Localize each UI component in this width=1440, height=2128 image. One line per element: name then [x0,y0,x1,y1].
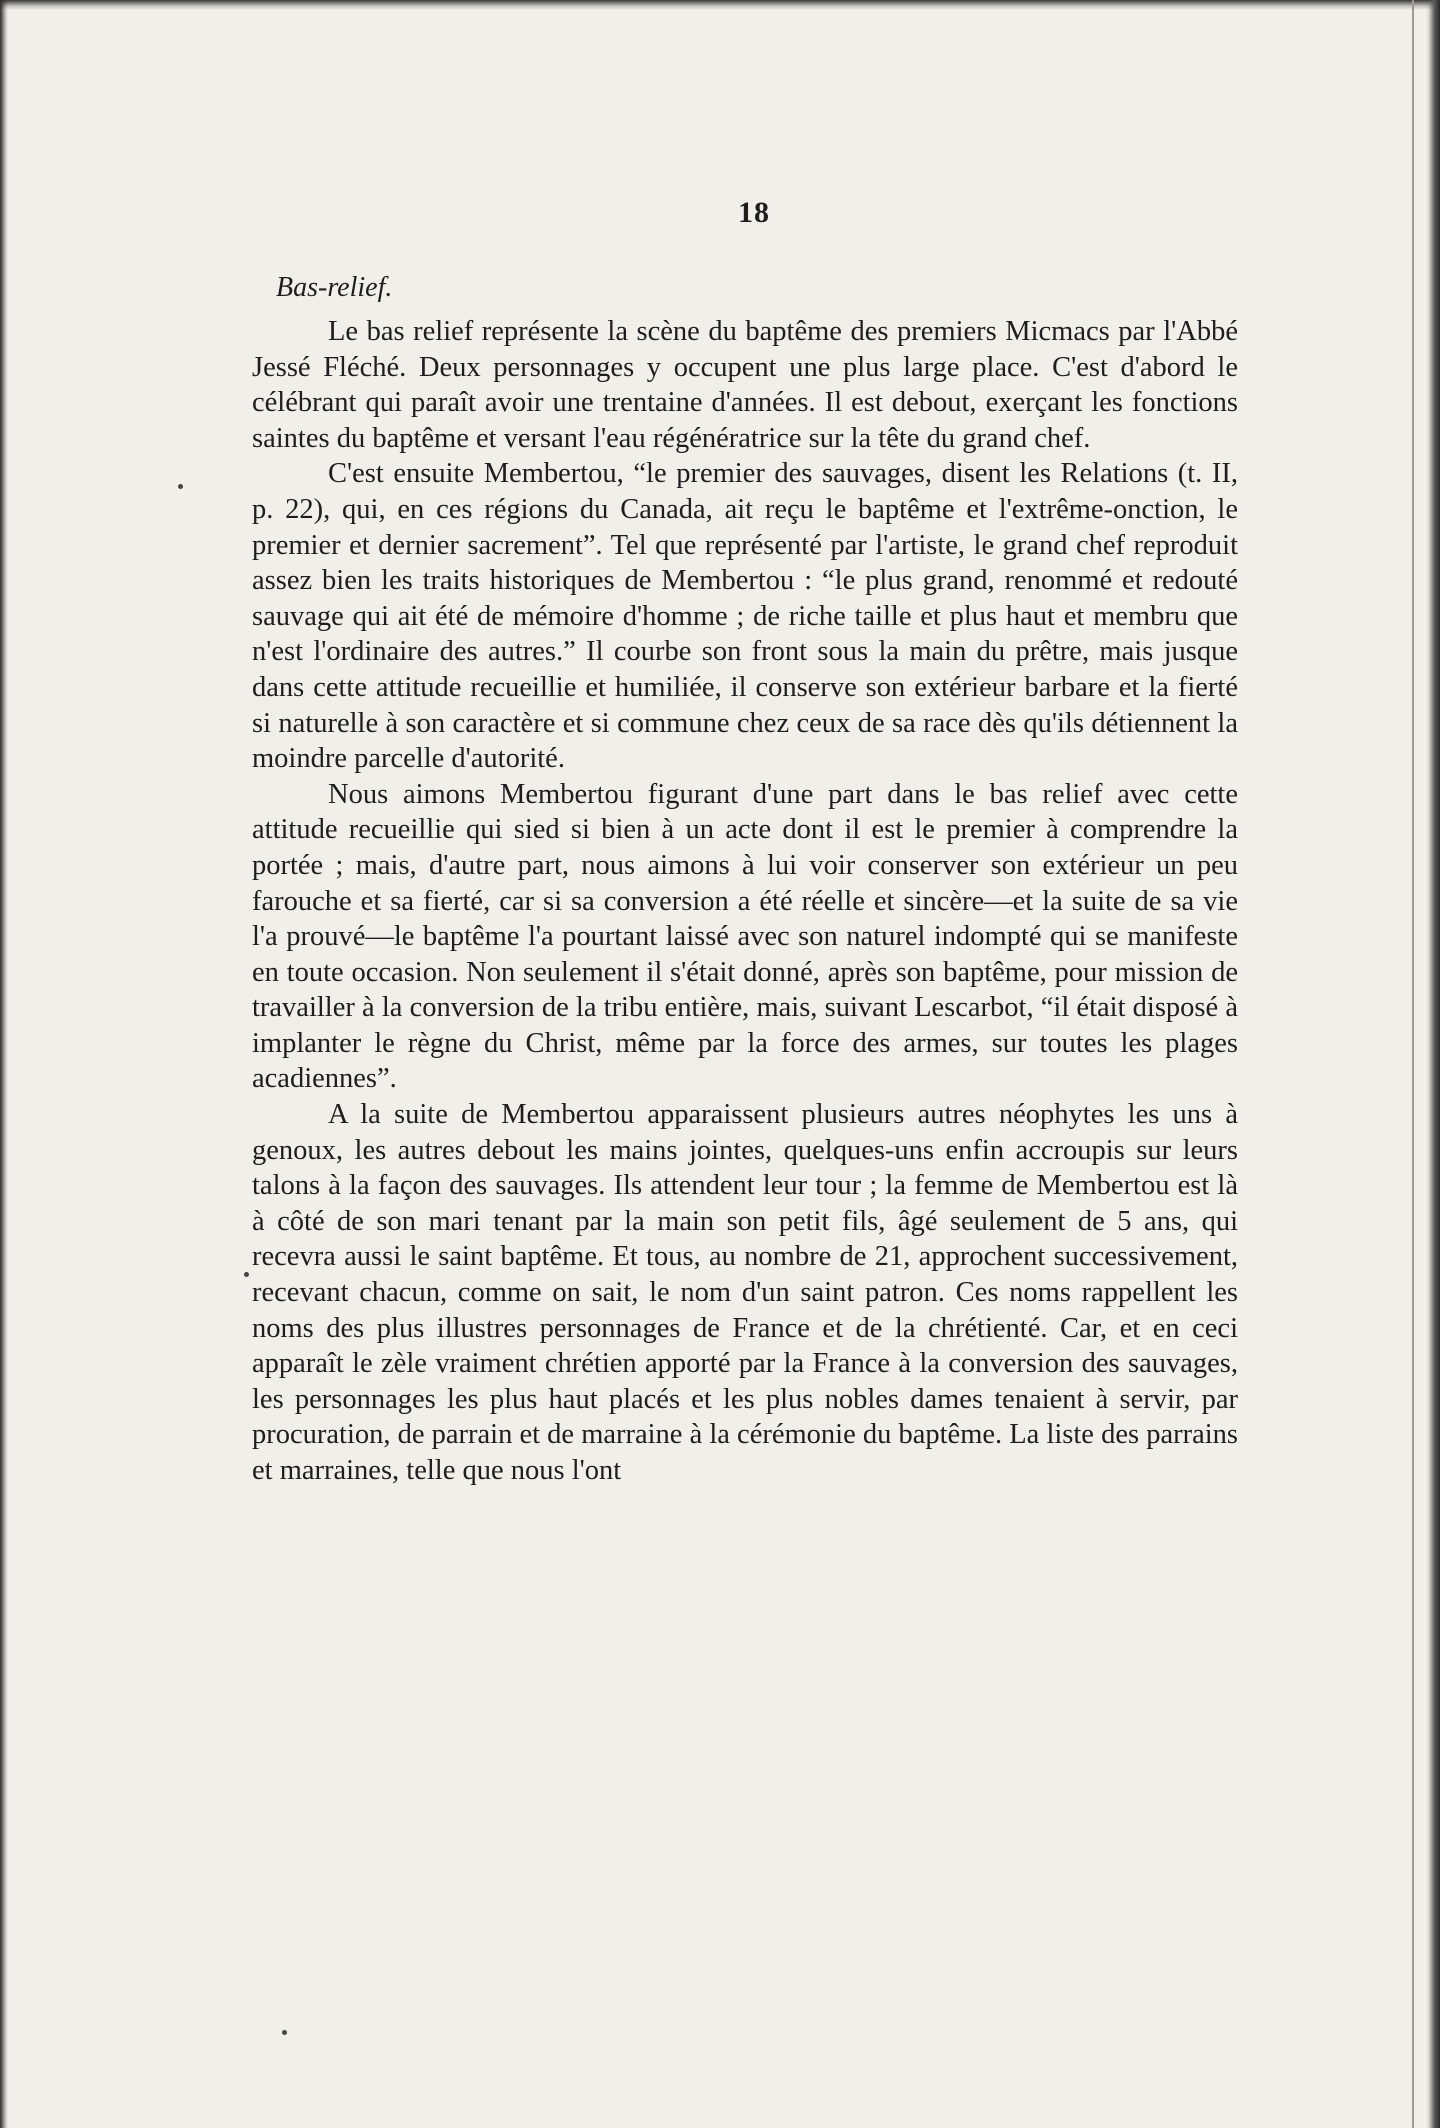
page-left-shadow [0,0,8,2128]
text-column [252,196,1238,1489]
page-number: 18 [738,196,770,229]
print-speck [178,484,183,489]
page-right-shadow [1426,0,1440,2128]
page-fold-line [1412,0,1414,2128]
paragraph-1: Le bas relief représente la scène du baptême des premiers Micmacs par l'Abbé Jessé Fléché. Deux personnages y occupent une plus large place. C'est d'abord le célébrant qui paraît avoir une trentaine d'années. Il est debout, exerçant les fonctions saintes du baptême et versant l'eau régénératrice sur la tête du grand chef. [252,316,1238,454]
paragraph-3: Nous aimons Membertou figurant d'une part dans le bas relief avec cette attitude recueillie qui sied si bien à un acte dont il est le premier à comprendre la portée ; mais, d'autre part, nous aimons à lui voir conserver son extérieur un peu farouche et sa fierté, car si sa conversion a été réelle et sincère—et la suite de sa vie l'a prouvé—le baptême l'a pourtant laissé avec son naturel indompté qui se manifeste en toute occasion. Non seulement il s'était donné, après son baptême, pour mission de travailler à la conversion de la tribu entière, mais, suivant Lescarbot, “il était disposé à implanter le règne du Christ, même par la force des armes, sur toutes les plages acadiennes”. [252,778,1238,1095]
paragraph-2: C'est ensuite Membertou, “le premier des sauvages, disent les Relations (t. II, p. 22), qui, en ces régions du Canada, ait reçu le baptême et l'extrême-onction, le premier et dernier sacrement”. Tel que représenté par l'artiste, le grand chef reproduit assez bien les traits historiques de Membertou : “le plus grand, renommé et redouté sauvage qui ait été de mémoire d'homme ; de riche taille et plus haut et membru que n'est l'ordinaire des autres.” Il courbe son front sous la main du prêtre, mais jusque dans cette attitude recueillie et humiliée, il conserve son extérieur barbare et la fierté si naturelle à son caractère et si commune chez ceux de sa race dès qu'ils détiennent la moindre parcelle d'autorité. [252,458,1238,775]
page-top-shadow [0,0,1440,10]
paragraph-4: A la suite de Membertou apparaissent plusieurs autres néophytes les uns à genoux, les autres debout les mains jointes, quelques-uns enfin accroupis sur leurs talons à la façon des sauvages. Ils attendent leur tour ; la femme de Membertou est là à côté de son mari tenant par la main son petit fils, âgé seulement de 5 ans, qui recevra aussi le saint baptême. Et tous, au nombre de 21, approchent successivement, recevant chacun, comme on sait, le nom d'un saint patron. Ces noms rappellent les noms des plus illustres personnages de France et de la chrétienté. Car, et en ceci apparaît le zèle vraiment chrétien apporté par la France à la conversion des sauvages, les personnages les plus haut placés et les plus nobles dames tenaient à servir, par procuration, de parrain et de marraine à la cérémonie du baptême. La liste des parrains et marraines, telle que nous l'ont [252,1099,1238,1486]
print-speck [244,1272,249,1277]
section-heading: Bas-relief. [276,272,393,303]
print-speck [282,2030,287,2035]
